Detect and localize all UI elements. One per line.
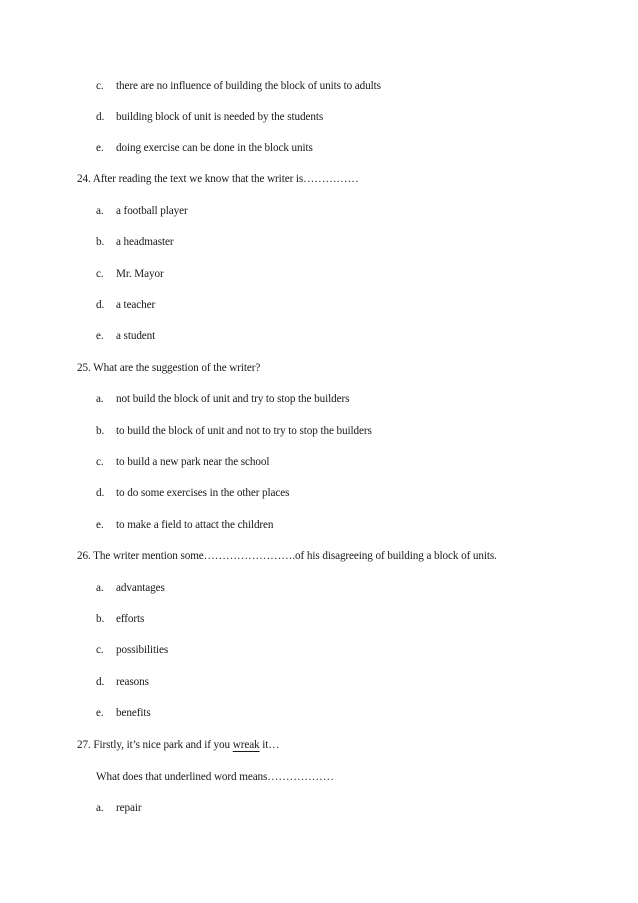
option-letter: d. — [96, 676, 105, 688]
option-letter: c. — [96, 456, 104, 468]
q24-option-d — [96, 299, 155, 311]
q25-option-e — [96, 519, 273, 531]
option-e — [96, 142, 313, 154]
q26-option-d — [96, 676, 149, 688]
option-text: to make a field to attact the children — [116, 519, 274, 531]
q24-option-a — [96, 205, 188, 217]
option-text: Mr. Mayor — [116, 268, 164, 280]
underlined-word: wreak — [232, 739, 260, 751]
option-text: a teacher — [116, 299, 156, 311]
option-text: possibilities — [116, 644, 169, 656]
question-25: 25. What are the suggestion of the writer? — [77, 362, 261, 374]
option-text: repair — [116, 802, 142, 814]
option-text: a headmaster — [116, 236, 174, 248]
q25-option-a — [96, 393, 349, 405]
option-letter: a. — [96, 205, 104, 217]
option-letter: c. — [96, 644, 104, 656]
q25-option-b — [96, 425, 372, 437]
question-27-subquestion: What does that underlined word means……………… — [96, 771, 334, 783]
option-text: advantages — [116, 582, 165, 594]
option-c — [96, 80, 381, 92]
option-letter: d. — [96, 111, 105, 123]
question-27-text: 27. Firstly, it’s nice park and if you — [77, 739, 233, 751]
q26-option-c — [96, 644, 168, 656]
option-text: to build a new park near the school — [116, 456, 270, 468]
option-d — [96, 111, 323, 123]
q25-option-d — [96, 487, 289, 499]
option-letter: c. — [96, 80, 104, 92]
q24-option-c — [96, 268, 164, 280]
option-text: a football player — [116, 205, 188, 217]
question-26: 26. The writer mention some…………………….of his disagreeing of building a block of units. — [77, 550, 497, 562]
q24-option-e — [96, 330, 155, 342]
option-letter: e. — [96, 707, 104, 719]
option-letter: a. — [96, 393, 104, 405]
q26-option-b — [96, 613, 144, 625]
option-text: doing exercise can be done in the block units — [116, 142, 313, 154]
question-27 — [77, 739, 279, 751]
option-text: not build the block of unit and try to stop the builders — [116, 393, 350, 405]
q24-option-b — [96, 236, 174, 248]
option-text: to build the block of unit and not to try to stop the builders — [116, 425, 372, 437]
q27-option-a — [96, 802, 141, 814]
option-text: there are no influence of building the block of units to adults — [116, 80, 381, 92]
question-27-text-end: it… — [259, 739, 280, 751]
option-letter: b. — [96, 425, 105, 437]
q26-option-e — [96, 707, 151, 719]
option-letter: b. — [96, 236, 105, 248]
option-letter: a. — [96, 582, 104, 594]
q25-option-c — [96, 456, 269, 468]
question-24: 24. After reading the text we know that the writer is…………… — [77, 173, 359, 185]
option-text: building block of unit is needed by the students — [116, 111, 324, 123]
option-text: to do some exercises in the other places — [116, 487, 290, 499]
option-letter: e. — [96, 519, 104, 531]
option-text: benefits — [116, 707, 151, 719]
option-letter: b. — [96, 613, 105, 625]
option-text: efforts — [116, 613, 145, 625]
option-letter: d. — [96, 487, 105, 499]
option-text: a student — [116, 330, 156, 342]
option-letter: c. — [96, 268, 104, 280]
option-letter: d. — [96, 299, 105, 311]
option-letter: a. — [96, 802, 104, 814]
option-text: reasons — [116, 676, 149, 688]
option-letter: e. — [96, 330, 104, 342]
option-letter: e. — [96, 142, 104, 154]
q26-option-a — [96, 582, 165, 594]
